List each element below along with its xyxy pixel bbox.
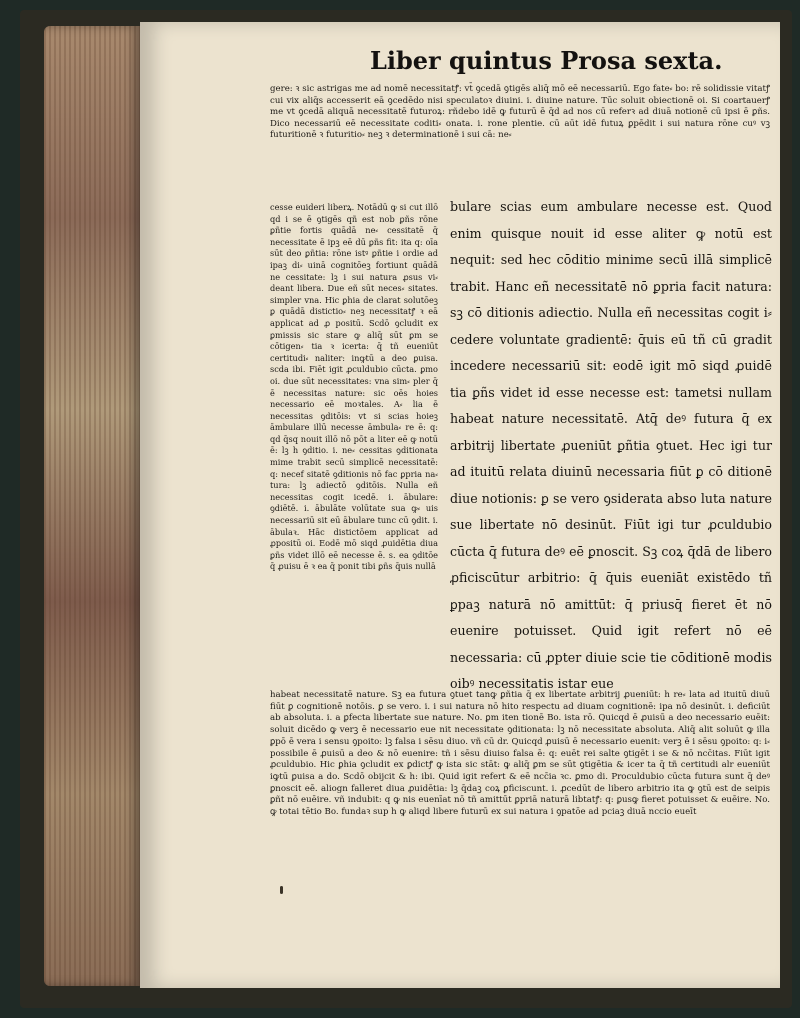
commentary-side-column: cesse euideri liberꝝ. Notādū ꝙ si cut illō qd i se ē ꝯtigēs qñ est nob ꝑñs rōne ꝑñtie fortis quādā ne⸗ cessitatē q̄ necessitate ē ipꝫ eē dū ꝑñs fit: ita q: oīa sūt deo ꝑñtia: rōne istꝰ ꝑñtie i ordie ad ipaꝫ di⸗ uinā cognitōeꝫ fortiunt quādā ne cessitate: lꝫ i sui natura ꝓsus vi⸗ deant libera. Due eñ sūt neces⸗ sitates. simpler vna. Hic ꝑhia de clarat solutōeꝫ ꝑ quādā distictio⸗ neꝫ necessitatꝭ ꝛ eā applicat ad ꝓ positū. Scdō ꝯcludit ex ꝑmissis sic stare ꝙ aliq̄ sūt ꝑm se cōtigen⸗ tia ꝛ icerta: q̄ tñ eueniūt certitudi⸗ naliter: inꝙtū a deo ꝑuisa. scda ibi. Fiēt igit ꝓculdubio cūcta. ꝑmo oi. due sūt necessitates: vna sim⸗ pler q̄ ē necessitas nature: sic oēs hoies necessario eē moꝛtales. A⸗ lia ē necessitas ꝯditōis: vt si scias hoieꝫ āmbulare illū necesse āmbula⸗ re ē: q: qd q̄sq nouit illō nō pōt a liter eē ꝙ notū ē: lꝫ h ꝯditio. i. ne⸗ cessitas ꝯditionata mime trabit secū simplicē necessitatē: q: necef sitatē ꝯditionis nō fac ꝑpria na⸗ tura: lꝫ adiectō ꝯditōis. Nulla eñ necessitas cogit icedē. i. ābulare: ꝯdiētē. i. ābulāte volūtate sua ꝙ⸗ uis necessariū sit eū ābulare tunc cū ꝯdit. i. ābulaꝛ. Hāc distictōem applicat ad ꝓpositū oi. Eodē mō siqd ꝓuidētia diua ꝑñs videt illō eē necesse ē. s. ea ꝯditōe q̄ ꝓuisu ē ꝛ ea q̄ ponit tibi ꝑñs q̄uis nullā: [270, 202, 438, 572]
ink-mark: [280, 886, 283, 894]
commentary-top-block: gere: ꝛ sic astrigas me ad nomē necessitatꝭ: vt̄ ꝯcedā ꝯtigēs aliq̄ mō eē necessariū. Ego fate⸗ bo: rē solidissie vitatꝭ cui vix aliq̄s accesserit eā ꝯcedēdo nisi speculatoꝛ diuini. i. diuine nature. Tūc soluit obiectionē oi. Si coartauerꝭ me vt ꝯcedā aliquā necessitatē futuroꝝ: rñdebo idē ꝙ futurū ē q̄d ad nos cū referꝛ ad diuā notionē cū ipsi ē ꝑñs. Dico necessariū eē necessitate coditi⸗ onata. i. rone plentie. cū aūt idē futuꝝ ꝑpēdit i sui natura rōne cuꝰ vꝫ futuritionē ꝛ futuritio⸗ neꝫ ꝛ determinationē i sui cā: ne⸗: [270, 84, 770, 141]
commentary-bottom-block: habeat necessitatē nature. Sꝫ ea futura ꝯtuet tanꝙ ꝑñtia q̄ ex libertate arbitrij ꝓueniūt: h re⸗ lata ad ituitū diuū fiūt ꝑ cognitionē notōis. ꝑ se vero. i. i sui natura nō hito respectu ad diuam cognitionē: ipa nō desinūt. i. deficiūt ab absoluta. i. a ꝑfecta libertate sue nature. No. ꝑm iten tionē Bo. ista rō. Quicqd ē ꝓuisū a deo necessario euēit: soluit dicēdo ꝙ verꝫ ē necessario eue nit necessitate ꝯditionata: lꝫ nō necessitate absoluta. Aliq̄ alit soluūt ꝙ illa ꝑpō ē vera i sensu ꝯpoito: lꝫ falsa i sēsu diuo. vñ cū dr. Quicqd ꝓuisū ē necessario euenit: verꝫ ē i sēsu ꝯpoito: q: i⸗ possibile ē ꝓuisū a deo & nō euenire: tñ i sēsu diuiso falsa ē: q: euēt rei salte ꝯtigēt i se & nō ncc̄itas. Fiūt igit ꝓculdubio. Hic ꝑhia ꝯcludit ex ꝑdictꝭ ꝙ ista sic stāt: ꝙ aliq̄ ꝑm se sūt ꝯtigētia & icer ta q̄ tñ certitudi alr eueniūt iꝙtū ꝑuisa a do. Scdō obijcit & h: ibi. Quid igit refert & eē ncc̄ia ꝛc. ꝑmo di. Proculdubio cūcta futura sunt q̄ deꝰ ꝑnoscit eē. aliogn falleret diua ꝓuidētia: lꝫ q̄daꝫ coꝝ ꝑficiscunt. i. ꝓcedūt de libero arbitrio ita ꝙ ꝯtū est de seipis ꝑñt nō euēire. vñ indubit: q ꝙ nis euenīat nō tñ amittūt ꝑpriā naturā libtatꝭ: q: ꝑusꝙ fieret potuisset & euēire. No. ꝙ totai tētio Bo. fundaꝛ sup h ꝙ aliqd libere futurū ex sui natura i ꝯpatōe ad pciaꝫ diuā nccio eueīt: [270, 690, 770, 818]
page-fore-edge: [44, 26, 140, 986]
main-text-column: bulare scias eum ambulare necesse est. Quod enim quisque nouit id esse aliter ꝙ notū est nequit: sed hec cōditio minime secū illā simplicē trabit. Hanc eñ necessitatē nō ꝑpria facit natura: sꝫ cō ditionis adiectio. Nulla eñ necessitas cogit i⸗ cedere voluntate gradientē: q̄uis eū tñ cū gradit incedere necessariū sit: eodē igit mō siqd ꝓuidē tia ꝑñs videt id esse necesse est: tametsi nullam habeat nature necessitatē. Atq̄ deꝰ futura q̄ ex arbitrij libertate ꝓueniūt ꝑñtia ꝯtuet. Hec igi tur ad ituitū relata diuinū necessaria fiūt ꝑ cō ditionē diue notionis: ꝑ se vero ꝯsiderata abso luta nature sue libertate nō desinūt. Fiūt igi tur ꝓculdubio cūcta q̄ futura deꝰ eē ꝑnoscit. Sꝫ coꝝ q̄dā de libero ꝓficiscūtur arbitrio: q̄ q̄uis eueniāt existēdo tñ ꝑpaꝫ naturā nō amittūt: q̄ priusq̄ fieret ēt nō euenire potuisset. Quid igit refert nō eē necessaria: cū ꝓpter diuie scie tie cōditionē modis oibꝰ necessitatis istar eue: [450, 199, 772, 691]
book-page: [140, 22, 780, 988]
running-title: Liber quintus Prosa sexta.: [370, 46, 723, 75]
